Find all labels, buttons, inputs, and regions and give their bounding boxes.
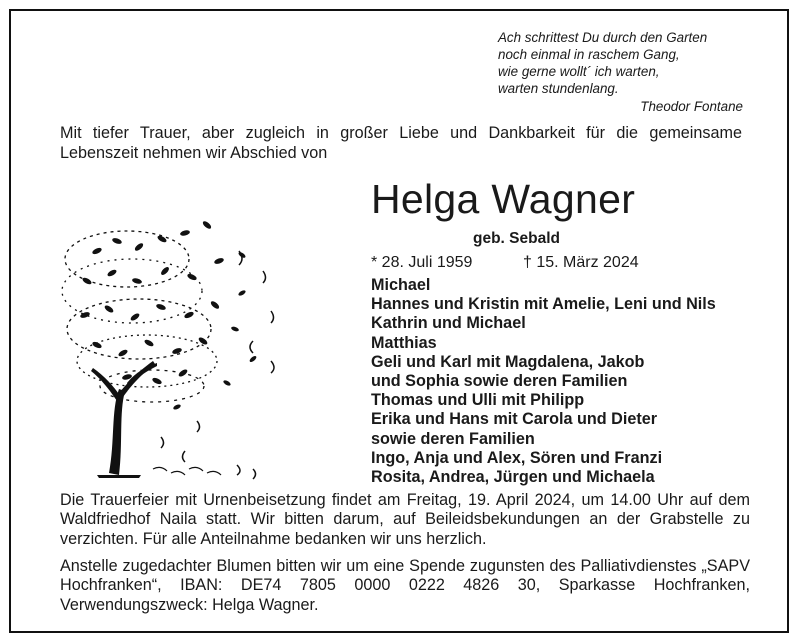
family-member: Rosita, Andrea, Jürgen und Michaela	[371, 468, 655, 487]
death-date: † 15. März 2024	[523, 254, 639, 271]
family-member: Erika und Hans mit Carola und Dieter	[371, 410, 658, 429]
quote-line: Ach schrittest Du durch den Garten	[498, 30, 708, 45]
family-member: Michael	[371, 276, 431, 294]
intro-text: Mit tiefer Trauer, aber zugleich in großer Liebe und Dankbarkeit für die gemeinsame Lebenszeit nehmen wir Abschied von	[60, 124, 742, 162]
family-member: Kathrin und Michael	[371, 314, 526, 333]
birth-name: geb. Sebald	[473, 230, 560, 247]
donation-info: Anstelle zugedachter Blumen bitten wir um eine Spende zugunsten des Palliativdienstes „SAPV Hochfranken“, IBAN: DE74 7805 0000 0222 4826 30, Sparkasse Hochfranken, Verwendungszweck: Helga Wagner.	[60, 557, 750, 614]
quote-author: Theodor Fontane	[640, 99, 743, 114]
family-member: sowie deren Familien	[371, 429, 535, 448]
family-member: Hannes und Kristin mit Amelie, Leni und Nils	[371, 295, 716, 314]
quote-line: wie gerne wollt´ ich warten,	[498, 64, 660, 79]
family-member: Matthias	[371, 333, 437, 352]
family-list	[371, 276, 751, 487]
birth-date: * 28. Juli 1959	[371, 254, 473, 271]
family-member: Geli und Karl mit Magdalena, Jakob	[371, 352, 645, 371]
family-member: Thomas und Ulli mit Philipp	[371, 391, 585, 410]
obituary-frame	[9, 9, 789, 633]
funeral-info: Die Trauerfeier mit Urnenbeisetzung findet am Freitag, 19. April 2024, um 14.00 Uhr auf dem Waldfriedhof Naila statt. Wir bitten darum, auf Beileidsbekundungen an der Grabstelle zu verzichten. Für alle Anteilnahme bedanken wir uns herzlich.	[60, 491, 750, 548]
windblown-tree-icon	[57, 211, 287, 486]
quote-line: noch einmal in raschem Gang,	[498, 47, 680, 62]
family-member: und Sophia sowie deren Familien	[371, 372, 628, 391]
deceased-name: Helga Wagner	[371, 176, 636, 222]
family-member: Ingo, Anja und Alex, Sören und Franzi	[371, 448, 663, 467]
quote-line: warten stundenlang.	[498, 81, 619, 96]
poem-quote	[498, 29, 743, 115]
